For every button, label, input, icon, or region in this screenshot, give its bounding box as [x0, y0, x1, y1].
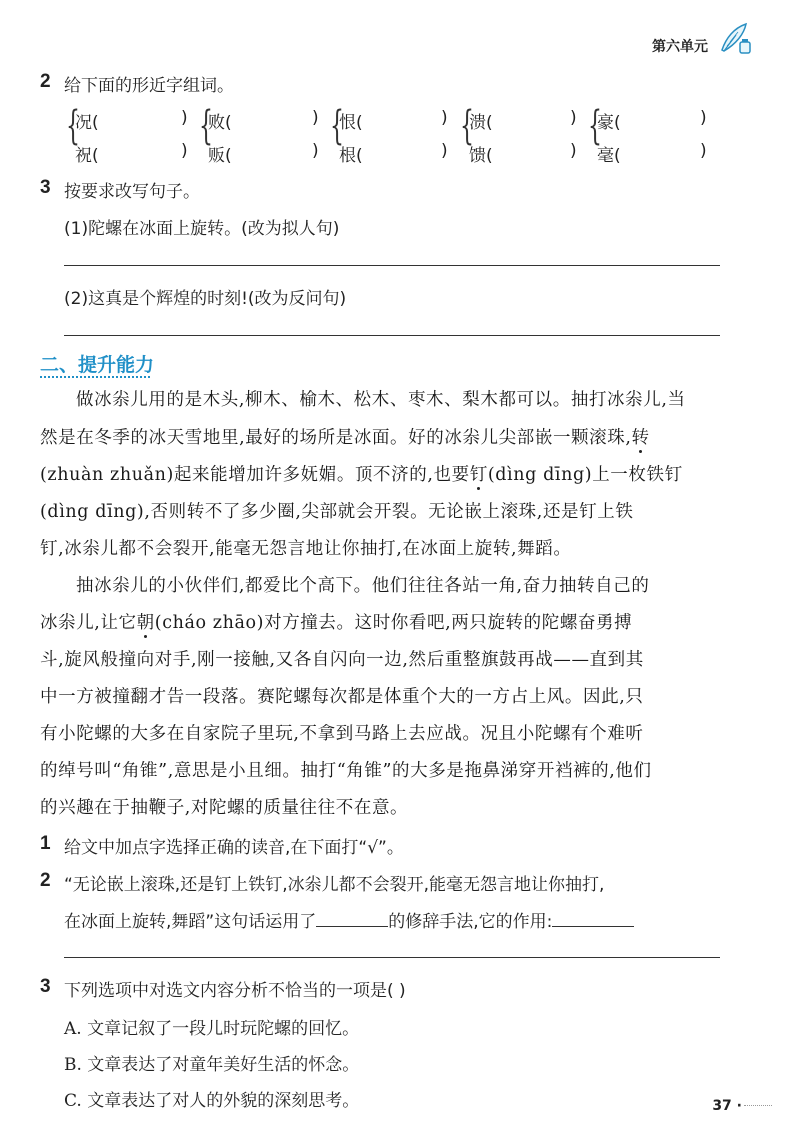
question-2-number: 2	[40, 870, 51, 891]
dotted-char: 钉	[469, 465, 488, 485]
question-3-text: 按要求改写句子。	[64, 182, 200, 202]
question-1-text: 给文中加点字选择正确的读音,在下面打“√”。	[64, 838, 404, 858]
word-paren-close: )	[700, 108, 707, 128]
question-2-number: 2	[40, 71, 51, 92]
word-char-bottom: 馈(	[469, 146, 493, 166]
option-a[interactable]: A. 文章记叙了一段儿时玩陀螺的回忆。	[64, 1019, 360, 1039]
passage-text: (cháo zhāo)对方撞去。这时你看吧,两只旋转的陀螺奋勇搏	[154, 613, 633, 633]
brace-glyph: {	[460, 103, 474, 149]
word-paren-close: )	[570, 108, 577, 128]
question-2-text: “无论嵌上滚珠,还是钉上铁钉,冰尜儿都不会裂开,能毫无怨言地让你抽打,	[64, 875, 605, 895]
brace-glyph: {	[66, 103, 80, 149]
word-paren-close: )	[312, 141, 319, 161]
passage-text: 然是在冬季的冰天雪地里,最好的场所是冰面。好的冰尜儿尖部嵌一颗滚珠,	[40, 428, 632, 448]
passage-line	[40, 461, 760, 486]
answer-line[interactable]	[64, 265, 720, 266]
word-paren-close: )	[181, 141, 188, 161]
passage-text: (zhuàn zhuǎn)起来能增加许多妩媚。顶不济的,也要	[40, 465, 470, 485]
word-paren-close: )	[312, 108, 319, 128]
question-2-text-part: 的修辞手法,它的作用:	[388, 912, 553, 932]
word-char-top: 溃(	[469, 113, 493, 133]
passage-line	[40, 424, 760, 449]
brace-glyph: {	[330, 103, 344, 149]
brace-glyph: {	[588, 103, 602, 149]
passage-line: (dìng dīng),否则转不了多少圈,尖部就会开裂。无论嵌上滚珠,还是钉上铁	[40, 502, 634, 522]
passage-line: 中一方被撞翻才告一段落。赛陀螺每次都是体重个大的一方占上风。因此,只	[40, 687, 644, 707]
subquestion-2: (2)这真是个辉煌的时刻!(改为反问句)	[64, 289, 347, 309]
question-3-text: 下列选项中对选文内容分析不恰当的一项是( )	[64, 981, 406, 1001]
word-paren-close: )	[441, 141, 448, 161]
word-paren-close: )	[570, 141, 577, 161]
option-c[interactable]: C. 文章表达了对人的外貌的深刻思考。	[64, 1091, 360, 1111]
passage-line: 的兴趣在于抽鞭子,对陀螺的质量往往不在意。	[40, 798, 409, 818]
passage-line: 做冰尜儿用的是木头,柳木、榆木、松木、枣木、梨木都可以。抽打冰尜儿,当	[76, 390, 686, 410]
question-2-text	[64, 907, 634, 932]
page-number: 37 ·	[712, 1098, 742, 1114]
word-char-bottom: 祝(	[75, 146, 99, 166]
answer-line[interactable]	[64, 957, 720, 958]
passage-line: 有小陀螺的大多在自家院子里玩,不拿到马路上去应战。况且小陀螺有个难听	[40, 724, 644, 744]
question-2-text-part: 在冰面上旋转,舞蹈”这句话运用了	[64, 912, 317, 932]
unit-label: 第六单元	[652, 39, 708, 55]
page-dots	[744, 1105, 772, 1106]
section-underline	[40, 376, 150, 378]
passage-line: 的绰号叫“角锥”,意思是小且细。抽打“角锥”的大多是拖鼻涕穿开裆裤的,他们	[40, 761, 652, 781]
answer-line[interactable]	[64, 335, 720, 336]
dotted-char: 转	[631, 428, 650, 448]
word-char-bottom: 毫(	[597, 146, 621, 166]
passage-text: 冰尜儿,让它	[40, 613, 137, 633]
word-char-top: 况(	[75, 113, 99, 133]
word-char-bottom: 贩(	[208, 146, 232, 166]
word-paren-close: )	[700, 141, 707, 161]
dotted-char: 朝	[136, 613, 155, 633]
passage-line: 斗,旋风般撞向对手,刚一接触,又各自闪向一边,然后重整旗鼓再战——直到其	[40, 650, 644, 670]
word-char-bottom: 根(	[339, 146, 363, 166]
question-1-number: 1	[40, 833, 51, 854]
ink-pen-icon	[716, 20, 754, 58]
section-title: 二、提升能力	[40, 354, 155, 376]
word-char-top: 豪(	[597, 113, 621, 133]
effect-blank[interactable]	[552, 908, 634, 927]
question-3-number: 3	[40, 976, 51, 997]
passage-line: 钉,冰尜儿都不会裂开,能毫无怨言地让你抽打,在冰面上旋转,舞蹈。	[40, 539, 572, 559]
word-paren-close: )	[441, 108, 448, 128]
rhetoric-blank[interactable]	[316, 908, 388, 927]
brace-glyph: {	[199, 103, 213, 149]
passage-line: 抽冰尜儿的小伙伴们,都爱比个高下。他们往往各站一角,奋力抽转自己的	[76, 576, 650, 596]
word-paren-close: )	[181, 108, 188, 128]
passage-line	[40, 609, 760, 634]
word-char-top: 败(	[208, 113, 232, 133]
subquestion-1: (1)陀螺在冰面上旋转。(改为拟人句)	[64, 219, 340, 239]
option-b[interactable]: B. 文章表达了对童年美好生活的怀念。	[64, 1055, 360, 1075]
question-3-number: 3	[40, 177, 51, 198]
question-2-text: 给下面的形近字组词。	[64, 76, 234, 96]
word-char-top: 恨(	[339, 113, 363, 133]
passage-text: (dìng dīng)上一枚铁钉	[487, 465, 683, 485]
